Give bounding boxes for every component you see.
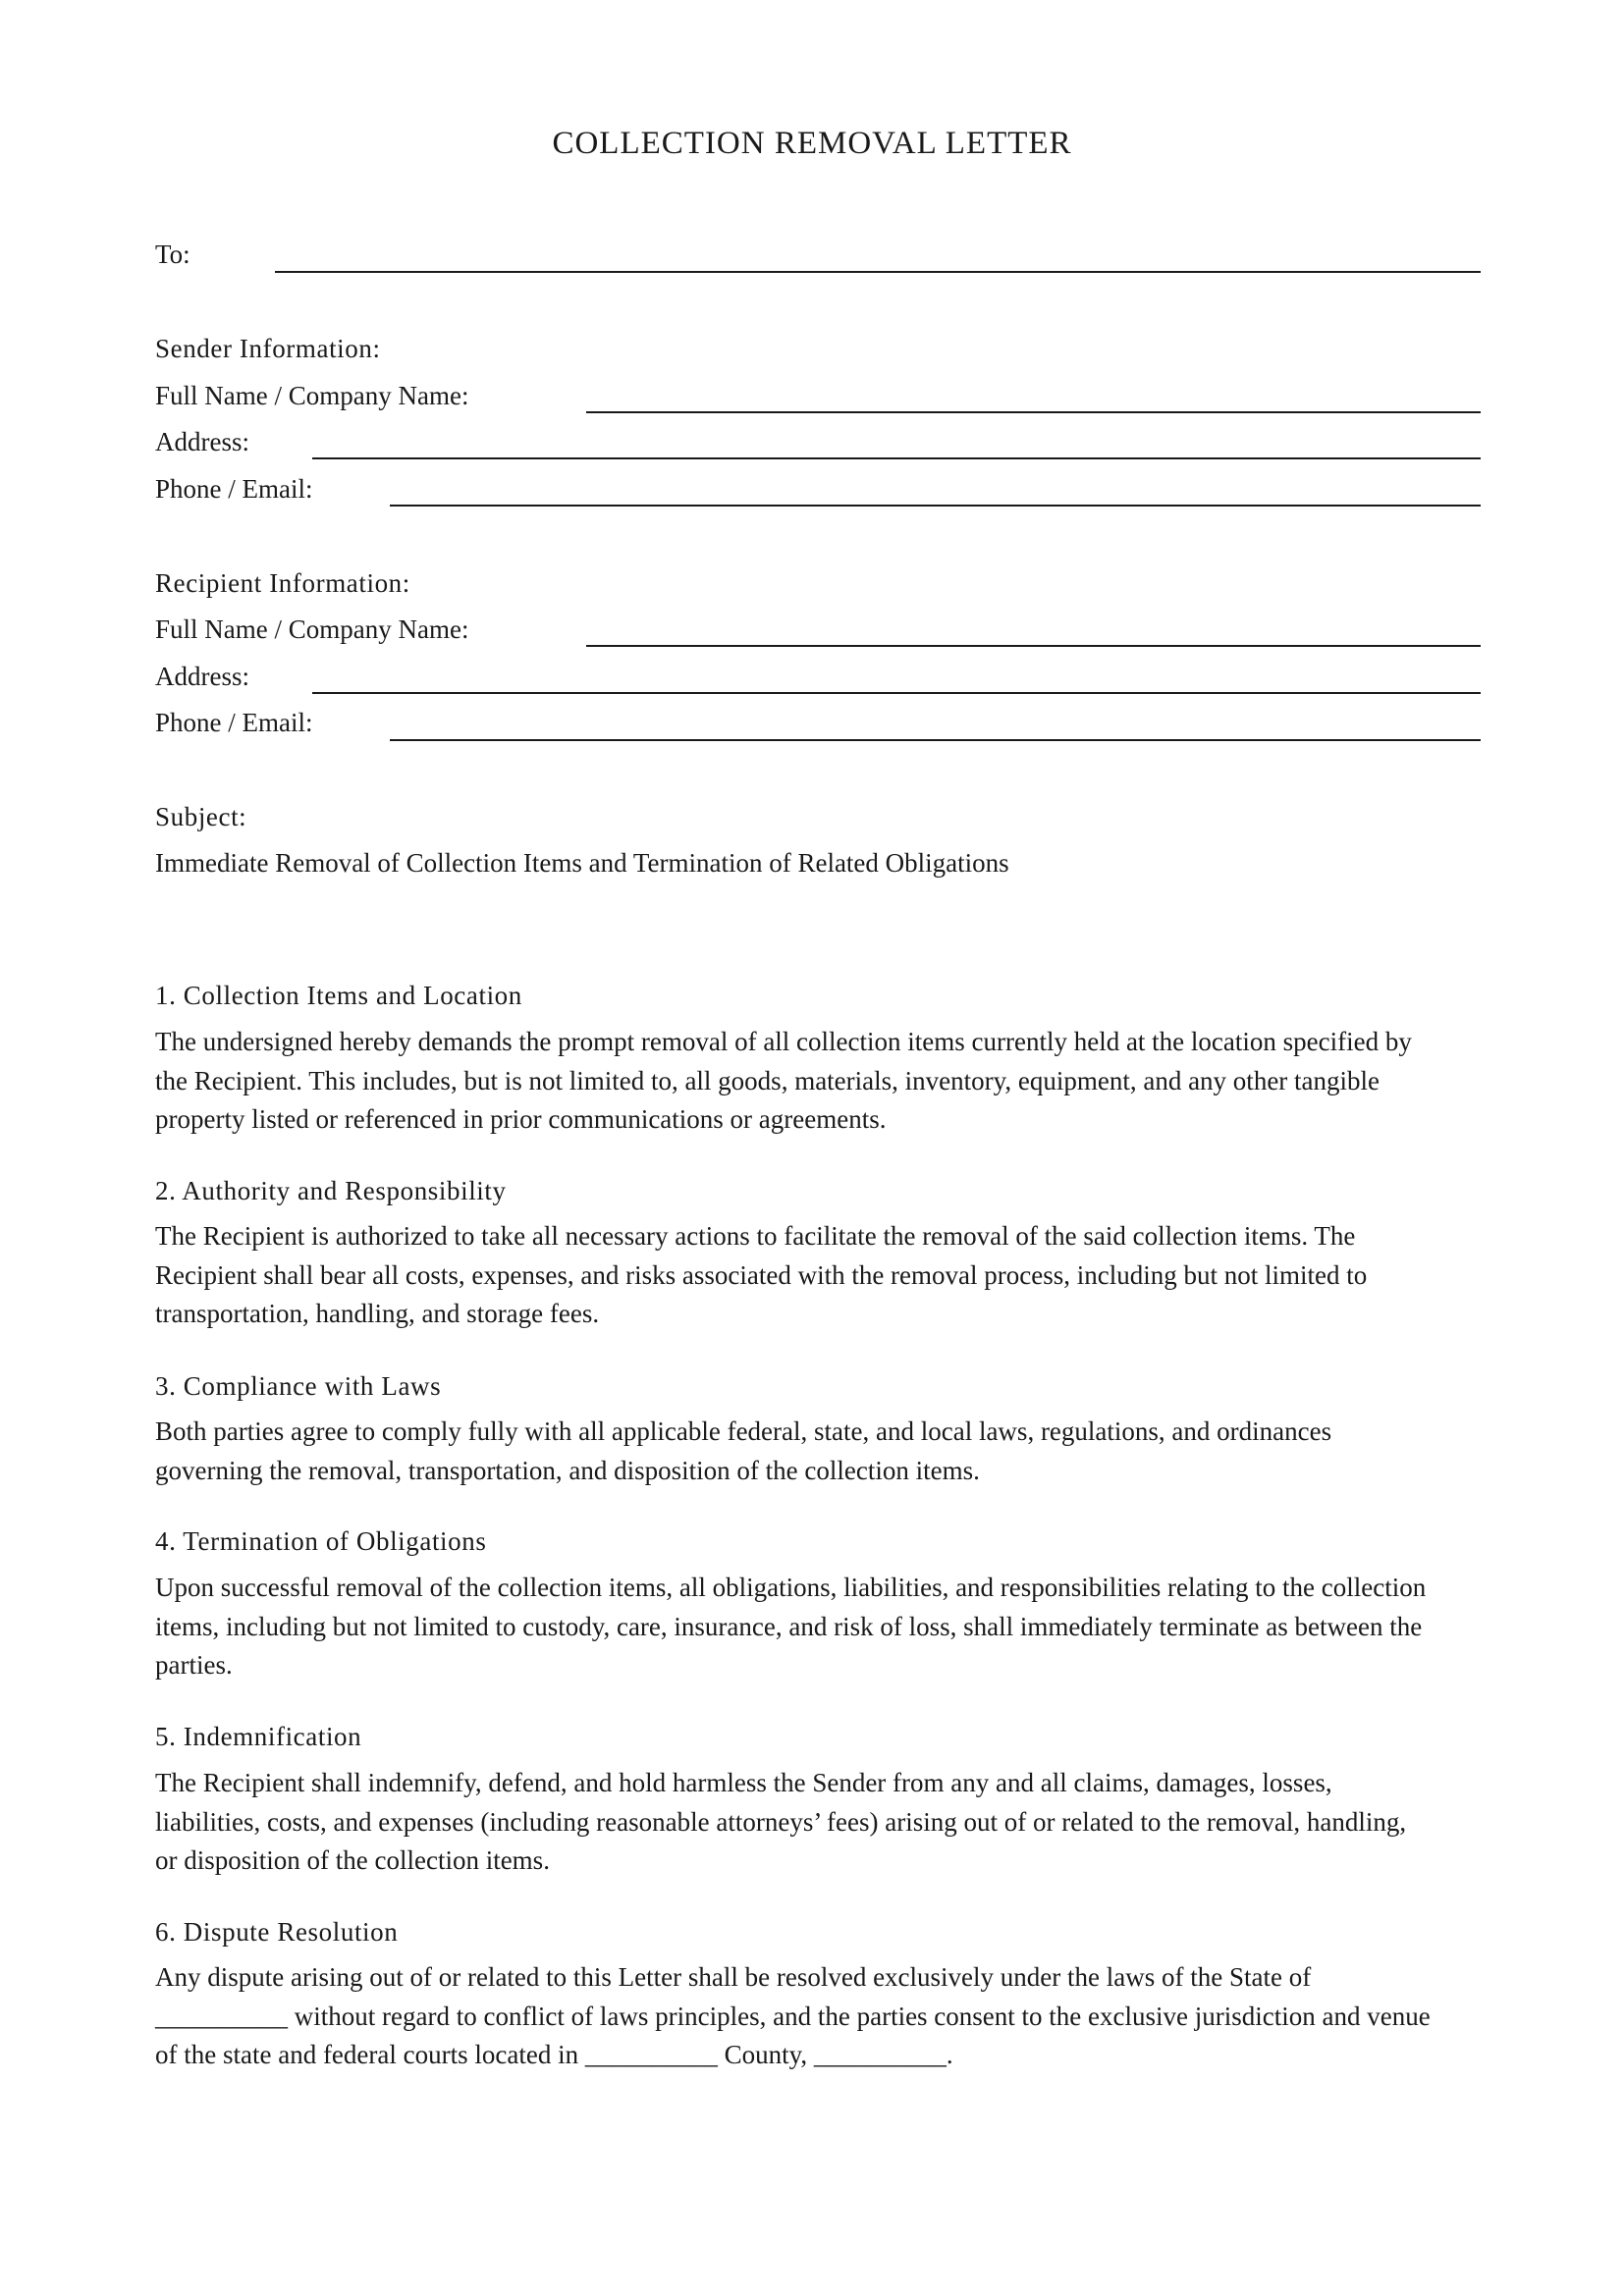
section-6-heading: 6. Dispute Resolution <box>155 1917 399 1947</box>
recipient-contact-field[interactable] <box>390 739 1481 741</box>
recipient-address-label: Address: <box>155 662 249 691</box>
recipient-name-field[interactable] <box>586 645 1481 647</box>
recipient-contact-label: Phone / Email: <box>155 708 313 737</box>
to-field[interactable] <box>275 271 1481 273</box>
sender-heading: Sender Information: <box>155 334 381 363</box>
section-6-body: Any dispute arising out of or related to this Letter shall be resolved exclusively under the laws of the State of __________ without regard to conflict of laws principles, and the parties consent to the exclusive jurisdiction and venue of the state and federal courts located in __________ County, __________. <box>155 1962 1431 2069</box>
section-5-heading: 5. Indemnification <box>155 1722 362 1751</box>
sender-contact-label: Phone / Email: <box>155 474 313 504</box>
document-title: COLLECTION REMOVAL LETTER <box>552 126 1072 161</box>
subject-text: Immediate Removal of Collection Items and Termination of Related Obligations <box>155 848 1009 878</box>
recipient-heading: Recipient Information: <box>155 568 410 598</box>
section-1-body: The undersigned hereby demands the prompt removal of all collection items currently held at the location specified by the Recipient. This includes, but is not limited to, all goods, materials, inventory, equipment, and any other tangible property listed or referenced in prior communications or agreements. <box>155 1027 1412 1134</box>
sender-name-field[interactable] <box>586 411 1481 413</box>
section-4-body: Upon successful removal of the collection items, all obligations, liabilities, and responsibilities relating to the collection items, including but not limited to custody, care, insurance, and risk of loss, shall immediately terminate as between the parties. <box>155 1573 1427 1680</box>
section-5-body: The Recipient shall indemnify, defend, and hold harmless the Sender from any and all claims, damages, losses, liabilities, costs, and expenses (including reasonable attorneys’ fees) arising out of or related to the removal, handling, or disposition of the collection items. <box>155 1768 1407 1875</box>
recipient-address-field[interactable] <box>312 692 1481 694</box>
section-2-heading: 2. Authority and Responsibility <box>155 1176 507 1205</box>
sender-address-field[interactable] <box>312 457 1481 459</box>
section-2-body: The Recipient is authorized to take all necessary actions to facilitate the removal of the said collection items. The Recipient shall bear all costs, expenses, and risks associated with the removal process, including but not limited to transportation, handling, and storage fees. <box>155 1221 1368 1328</box>
to-label: To: <box>155 240 190 269</box>
sender-name-label: Full Name / Company Name: <box>155 381 469 410</box>
sender-contact-field[interactable] <box>390 505 1481 507</box>
section-4-heading: 4. Termination of Obligations <box>155 1526 487 1556</box>
subject-label: Subject: <box>155 802 247 831</box>
recipient-name-label: Full Name / Company Name: <box>155 614 469 644</box>
section-3-heading: 3. Compliance with Laws <box>155 1371 442 1401</box>
section-3-body: Both parties agree to comply fully with all applicable federal, state, and local laws, regulations, and ordinances governing the removal, transportation, and disposition of the collection items. <box>155 1416 1332 1485</box>
section-1-heading: 1. Collection Items and Location <box>155 981 522 1010</box>
sender-address-label: Address: <box>155 427 249 456</box>
